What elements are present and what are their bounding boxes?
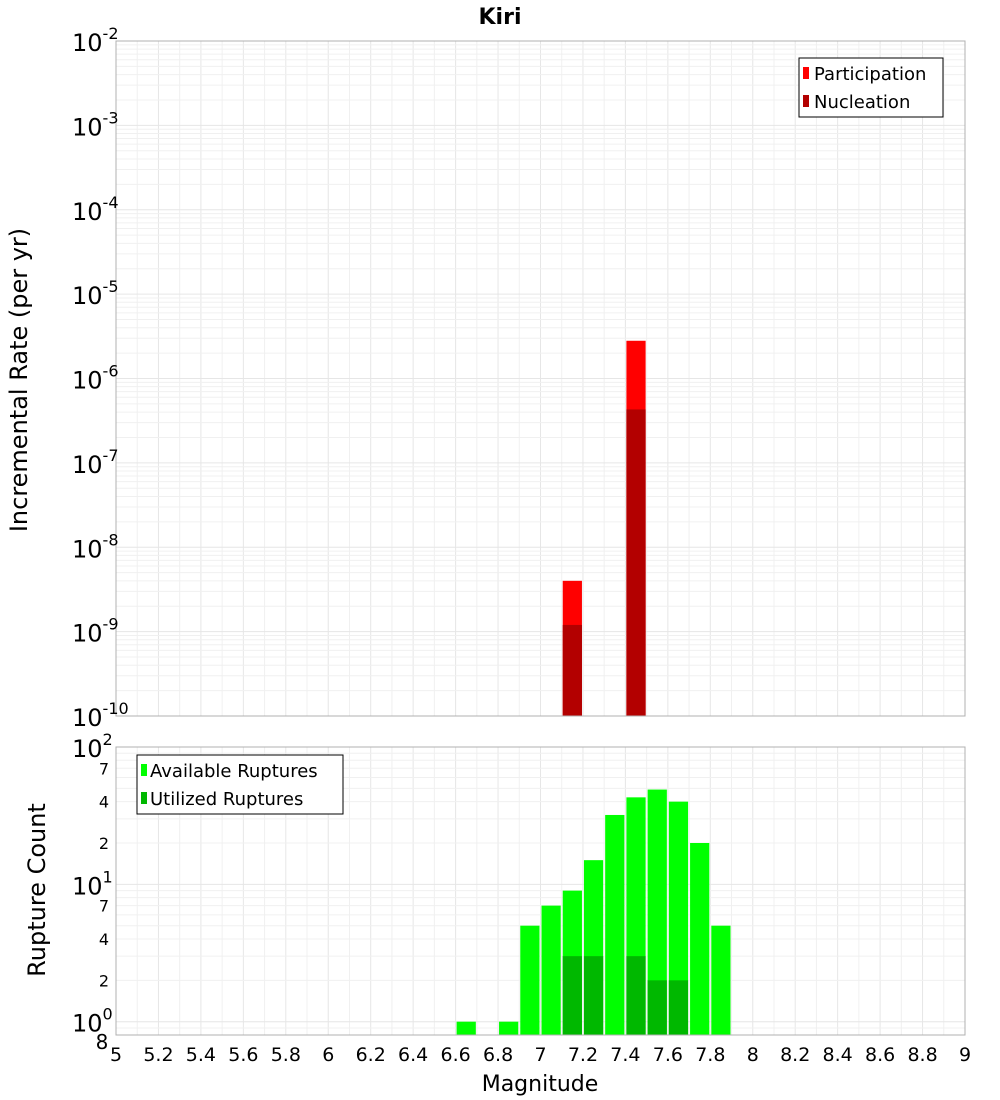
x-tick-label: 8.2 xyxy=(780,1044,811,1066)
x-tick-label: 8.4 xyxy=(822,1044,853,1066)
x-tick-label: 6.4 xyxy=(398,1044,429,1066)
x-tick-label: 6.8 xyxy=(482,1044,514,1066)
bottom-legend xyxy=(137,755,343,814)
legend-label-nucleation: Nucleation xyxy=(814,92,911,113)
bar-nucleation-7.15 xyxy=(563,625,582,716)
x-tick-label: 5.8 xyxy=(270,1044,301,1066)
bar-available-ruptures-7.05 xyxy=(542,906,561,1035)
bar-utilized-ruptures-7.55 xyxy=(648,980,667,1035)
x-tick-label: 8.8 xyxy=(907,1044,938,1066)
top-legend xyxy=(799,58,943,117)
bar-utilized-ruptures-7.65 xyxy=(669,980,688,1035)
bar-available-ruptures-7.75 xyxy=(690,843,709,1035)
y-tick-label: $10^{-10}$ xyxy=(72,699,129,732)
y-minor-tick-label: 7 xyxy=(98,759,110,779)
y-tick-label: $10^{-3}$ xyxy=(72,108,119,142)
y-tick-exponent: 1 xyxy=(102,867,113,887)
top-plot-gridlines xyxy=(116,41,965,716)
x-tick-label: 8.6 xyxy=(864,1044,896,1066)
y-tick-label: $10^1$ xyxy=(72,867,113,901)
y-tick-label: $10^{-6}$ xyxy=(72,361,119,395)
x-tick-label: 6 xyxy=(322,1044,335,1066)
bar-available-ruptures-6.95 xyxy=(520,926,539,1035)
y-tick-exponent: -8 xyxy=(102,530,119,550)
legend-label-available-ruptures: Available Ruptures xyxy=(150,761,318,782)
y-minor-tick-label: 4 xyxy=(98,930,110,949)
y-minor-tick-label: 8 xyxy=(95,1030,109,1054)
bar-utilized-ruptures-7.45 xyxy=(626,956,645,1035)
y-tick-label: $10^{-7}$ xyxy=(72,445,119,479)
y-tick-label: $10^0$ xyxy=(72,1004,113,1038)
x-tick-label: 7.8 xyxy=(695,1044,726,1066)
legend-label-utilized-ruptures: Utilized Ruptures xyxy=(150,789,304,810)
x-tick-label: 5.6 xyxy=(228,1044,259,1066)
y-tick-exponent: -5 xyxy=(102,277,119,297)
x-tick-label: 7.2 xyxy=(567,1044,599,1066)
bar-available-ruptures-6.65 xyxy=(457,1022,476,1035)
legend-swatch-participation xyxy=(803,67,809,79)
bar-utilized-ruptures-7.15 xyxy=(563,956,582,1035)
x-tick-label: 6.6 xyxy=(440,1044,471,1066)
y-tick-label: $10^{-5}$ xyxy=(72,277,119,311)
x-tick-label: 7.6 xyxy=(652,1044,683,1066)
y-tick-exponent: -6 xyxy=(102,361,119,381)
y-minor-tick-label: 4 xyxy=(98,792,110,812)
y-tick-label: $10^{-4}$ xyxy=(72,192,119,226)
x-axis-label: Magnitude xyxy=(481,1072,599,1097)
bar-available-ruptures-6.85 xyxy=(499,1022,518,1035)
legend-label-participation: Participation xyxy=(814,64,927,85)
x-tick-label: 7 xyxy=(534,1044,547,1066)
y-tick-label: $10^{-9}$ xyxy=(72,614,119,648)
x-tick-label: 6.2 xyxy=(355,1044,386,1066)
y-tick-exponent: -4 xyxy=(102,192,119,212)
bar-utilized-ruptures-7.25 xyxy=(584,956,603,1035)
y-tick-exponent: -3 xyxy=(102,108,119,128)
y-tick-label: $10^2$ xyxy=(72,730,113,763)
y-tick-exponent: -7 xyxy=(102,445,119,465)
bottom-y-axis-label: Rupture Count xyxy=(23,803,51,977)
x-tick-label: 8 xyxy=(746,1044,759,1066)
y-tick-exponent: 0 xyxy=(102,1004,113,1024)
chart-title: Kiri xyxy=(478,5,522,30)
x-tick-label: 5.4 xyxy=(185,1044,217,1066)
x-tick-label: 5 xyxy=(109,1044,123,1066)
bar-available-ruptures-7.35 xyxy=(605,815,624,1035)
x-tick-labels xyxy=(110,1044,971,1066)
legend-swatch-available-ruptures xyxy=(141,764,147,776)
x-tick-label: 9 xyxy=(958,1044,972,1066)
y-tick-label: $10^{-8}$ xyxy=(72,530,119,564)
y-tick-exponent: -9 xyxy=(102,614,119,634)
bar-nucleation-7.45 xyxy=(626,409,645,716)
y-tick-exponent: 2 xyxy=(102,730,113,749)
y-tick-exponent: -10 xyxy=(102,699,129,718)
legend-swatch-utilized-ruptures xyxy=(141,792,147,804)
bar-available-ruptures-7.85 xyxy=(711,926,730,1035)
bottom-y-tick-labels xyxy=(72,730,113,1054)
x-tick-label: 7.4 xyxy=(610,1044,641,1066)
legend-swatch-nucleation xyxy=(803,95,809,107)
y-tick-exponent: -2 xyxy=(102,24,119,43)
y-minor-tick-label: 2 xyxy=(98,834,110,853)
y-tick-label: $10^{-2}$ xyxy=(72,24,119,57)
y-minor-tick-label: 2 xyxy=(98,971,110,991)
y-minor-tick-label: 7 xyxy=(98,896,110,916)
x-tick-label: 5.2 xyxy=(143,1044,174,1066)
top-y-axis-label: Incremental Rate (per yr) xyxy=(5,227,33,533)
